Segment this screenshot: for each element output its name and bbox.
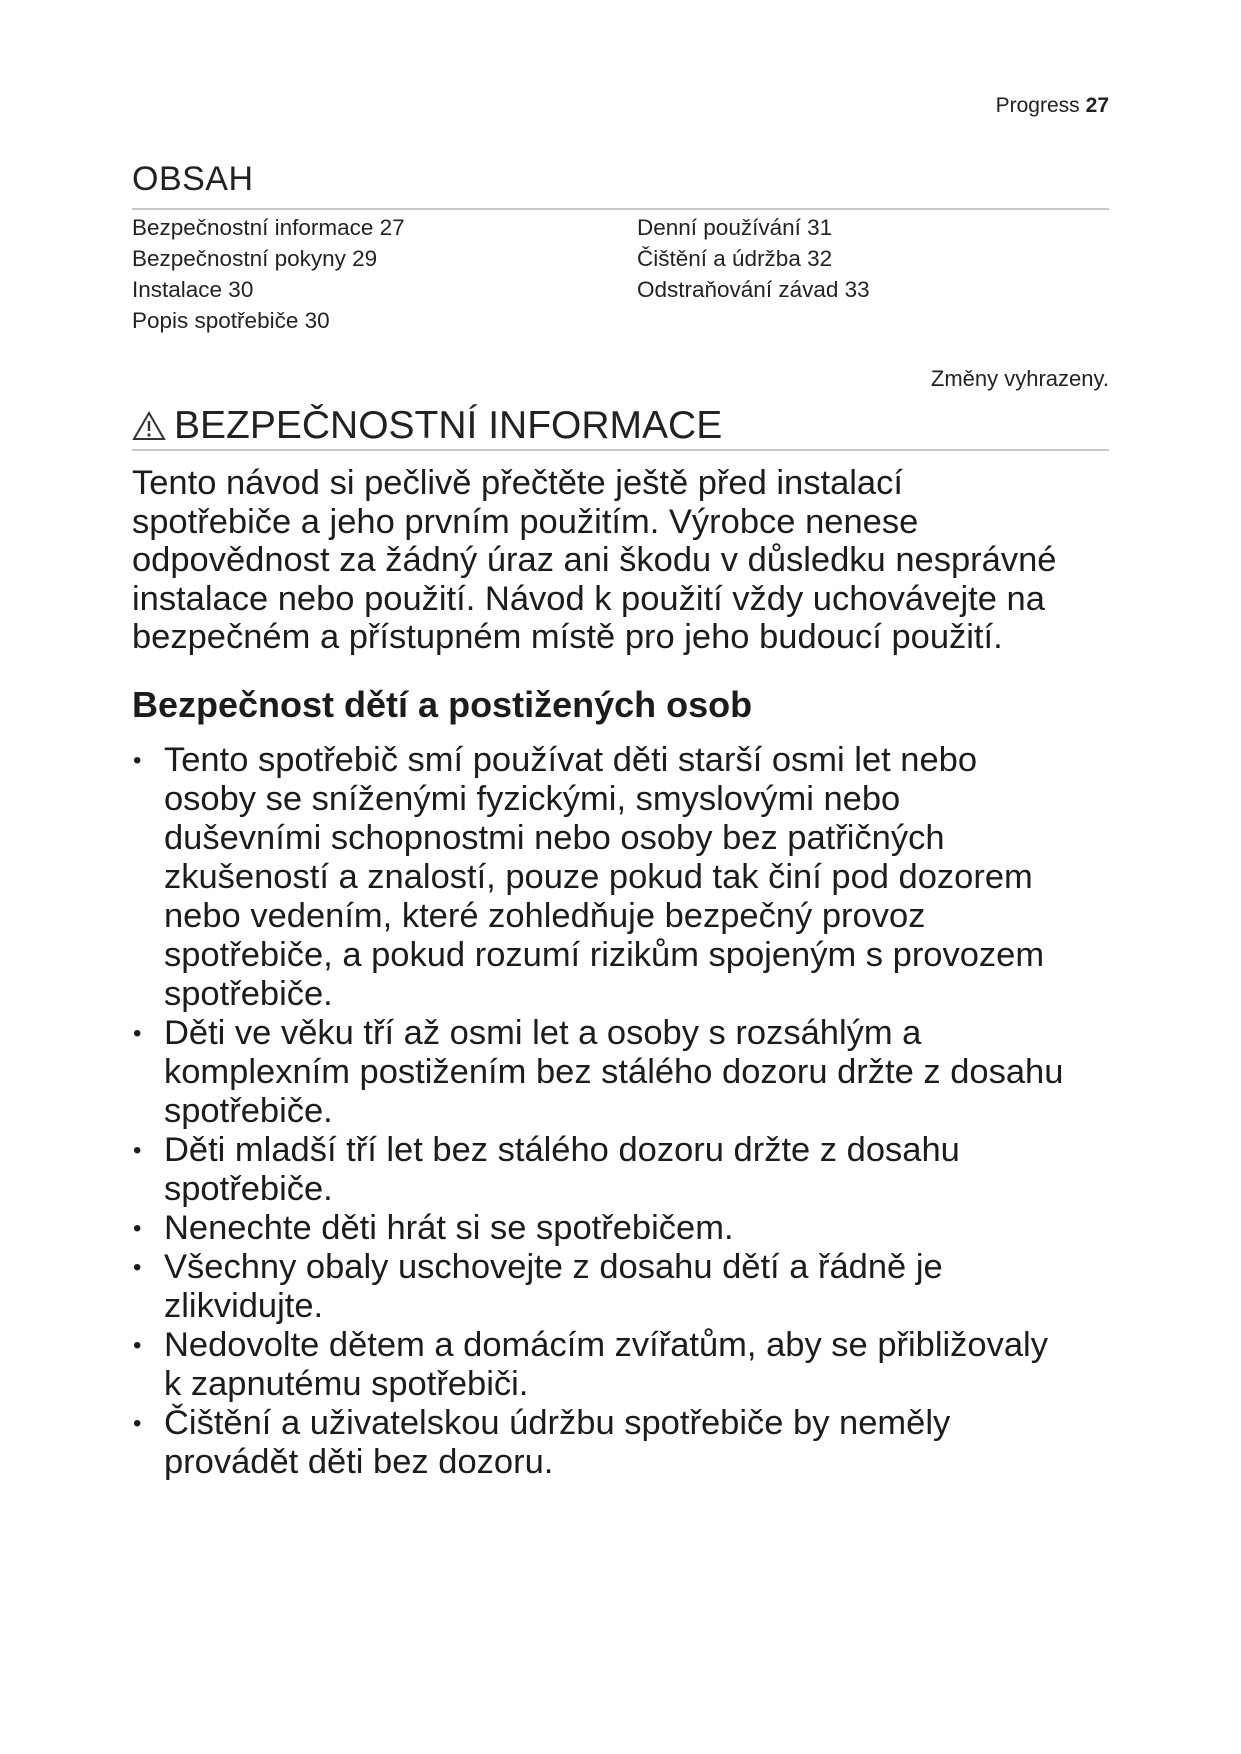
bullet-icon: • <box>133 747 142 774</box>
list-item <box>132 1014 1122 1131</box>
bullet-icon: • <box>133 1020 142 1047</box>
toc-entry[interactable]: Denní používání 31 <box>637 215 833 240</box>
list-item <box>132 741 1122 1014</box>
list-item <box>132 1131 1122 1209</box>
toc-title: OBSAH <box>132 160 254 198</box>
page-number: 27 <box>1085 94 1109 117</box>
bullet-icon: • <box>133 1410 142 1437</box>
bullet-icon: • <box>133 1254 142 1281</box>
list-item-text: Děti ve věku tří až osmi let a osoby s rozsáhlým a komplexním postižením bez stálého dozoru držte z dosahu spotřebiče. <box>164 1014 1064 1130</box>
toc-entry[interactable]: Bezpečnostní informace 27 <box>132 215 405 240</box>
toc-entry[interactable]: Čištění a údržba 32 <box>637 246 833 271</box>
toc-entry[interactable]: Odstraňování závad 33 <box>637 277 870 302</box>
bullet-icon: • <box>133 1215 142 1242</box>
bullet-icon: • <box>133 1332 142 1359</box>
toc-divider <box>132 208 1109 210</box>
list-item-text: Čištění a uživatelskou údržbu spotřebiče by neměly provádět děti bez dozoru. <box>164 1404 951 1481</box>
list-item-text: Všechny obaly uschovejte z dosahu dětí a řádně je zlikvidujte. <box>164 1248 943 1325</box>
toc-column-left <box>132 212 405 336</box>
toc-entry[interactable]: Instalace 30 <box>132 277 254 302</box>
safety-bullet-list <box>132 741 1122 1482</box>
list-item-text: Nedovolte dětem a domácím zvířatům, aby se přibližovaly k zapnutému spotřebiči. <box>164 1326 1048 1403</box>
section-heading-safety <box>132 404 722 448</box>
subsection-title: Bezpečnost dětí a postižených osob <box>132 684 753 725</box>
toc-entry[interactable]: Bezpečnostní pokyny 29 <box>132 246 378 271</box>
intro-paragraph: Tento návod si pečlivě přečtěte ještě před instalací spotřebiče a jeho prvním použitím. Výrobce nenese odpovědnost za žádný úraz ani škodu v důsledku nesprávné instalace nebo použití. Návod k použití vždy uchovávejte na bezpečném a přístupném místě pro jeho budoucí použití. <box>132 464 1057 656</box>
list-item <box>132 1248 1122 1326</box>
list-item <box>132 1326 1122 1404</box>
warning-triangle-icon <box>132 411 166 441</box>
list-item-text: Nenechte děti hrát si se spotřebičem. <box>164 1209 734 1247</box>
section-divider <box>132 449 1109 451</box>
list-item <box>132 1209 1122 1248</box>
page-header <box>996 94 1109 118</box>
section-title: BEZPEČNOSTNÍ INFORMACE <box>174 404 723 447</box>
list-item-text: Děti mladší tří let bez stálého dozoru držte z dosahu spotřebiče. <box>164 1131 960 1208</box>
brand-name: Progress <box>995 94 1080 117</box>
list-item-text: Tento spotřebič smí používat děti starší osmi let nebo osoby se sníženými fyzickými, smyslovými nebo duševními schopnostmi nebo osoby bez patřičných zkušeností a znalostí, pouze pokud tak činí pod dozorem nebo vedením, které zohledňuje bezpečný provoz spotřebiče, a pokud rozumí rizikům spojeným s provozem spotřebiče. <box>164 741 1045 1013</box>
list-item <box>132 1404 1122 1482</box>
toc-entry[interactable]: Popis spotřebiče 30 <box>132 308 330 333</box>
changes-note: Změny vyhrazeny. <box>930 366 1109 391</box>
bullet-icon: • <box>133 1137 142 1164</box>
toc-column-right <box>637 212 870 305</box>
